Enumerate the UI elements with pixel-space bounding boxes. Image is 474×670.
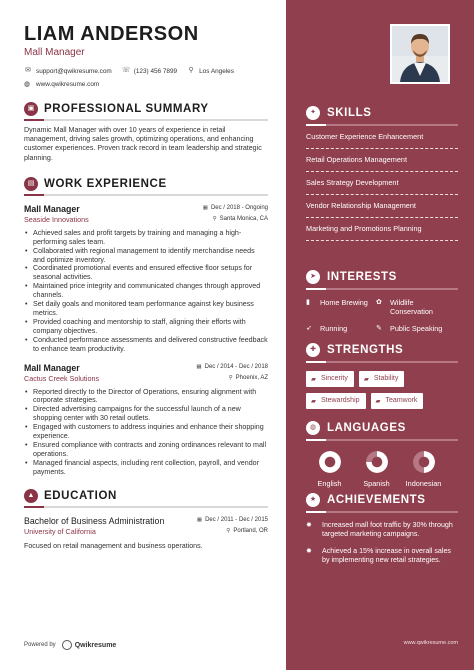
map-pin-icon: ⚲ xyxy=(212,215,217,222)
qwikresume-logo-icon xyxy=(62,640,72,650)
strength-icon: ✚ xyxy=(306,343,320,357)
strengths-heading xyxy=(306,343,458,357)
education-title: EDUCATION xyxy=(44,489,117,502)
avatar xyxy=(392,26,448,82)
education-location: Portland, OR xyxy=(233,527,268,534)
job-bullets xyxy=(24,388,268,477)
microphone-icon: ✎ xyxy=(376,324,382,332)
interests-title: INTERESTS xyxy=(327,271,397,283)
list-item: • Ensured compliance with contracts and zoning ordinances relevant to mall operations. xyxy=(24,441,268,459)
map-pin-icon: ⚲ xyxy=(228,374,233,381)
experience-title: WORK EXPERIENCE xyxy=(44,177,167,190)
email-item xyxy=(24,67,112,75)
strength-tag xyxy=(359,371,405,387)
language-name: English xyxy=(317,478,342,488)
summary-heading xyxy=(24,102,268,116)
beer-icon: ▮ xyxy=(306,298,310,306)
job-entry xyxy=(24,204,268,354)
achievement-text: Increased mall foot traffic by 30% through targeted marketing campaigns. xyxy=(322,520,453,538)
achievements-heading xyxy=(306,493,458,507)
globe-icon: ◍ xyxy=(306,421,320,435)
summary-text: Dynamic Mall Manager with over 10 years of experience in retail management, driving sales growth, optimizing operations, and enhancing customer experiences. Proven track record in team leadership and strategic planning. xyxy=(24,126,262,162)
list-item: • Reported directly to the Director of Operations, ensuring alignment with corporate strategies. xyxy=(24,388,268,406)
skill-item: Vendor Relationship Management xyxy=(306,200,416,210)
location-text: Los Angeles xyxy=(199,67,234,75)
interests-grid xyxy=(306,298,458,333)
interest-label: Wildlife Conservation xyxy=(390,297,433,316)
list-item: • Collaborated with regional management to identify merchandise needs and optimize inventory. xyxy=(24,247,268,265)
book-icon: ▰ xyxy=(363,375,369,383)
language-item xyxy=(353,451,400,488)
list-item: • Directed advertising campaigns for the successful launch of a new shopping center with 30 retail outlets. xyxy=(24,405,268,423)
job-entry xyxy=(24,363,268,477)
language-level-indicator xyxy=(366,451,388,473)
job-location: Santa Monica, CA xyxy=(219,215,268,222)
list-item: • Conducted performance assessments and delivered constructive feedback to enhance team productivity. xyxy=(24,336,268,354)
achievements-section xyxy=(306,493,458,565)
running-icon: ➶ xyxy=(306,324,312,332)
education-entry xyxy=(24,516,268,550)
interest-label: Public Speaking xyxy=(390,323,443,333)
interest-item xyxy=(306,324,376,333)
candidate-name: LIAM ANDERSON xyxy=(24,23,199,45)
section-divider xyxy=(24,194,268,196)
map-pin-icon: ⚲ xyxy=(188,67,194,74)
calendar-icon: ▦ xyxy=(202,204,208,211)
brand-name[interactable]: Qwikresume xyxy=(74,641,117,649)
book-icon: ▰ xyxy=(311,397,316,405)
website-text[interactable]: www.qwikresume.com xyxy=(36,80,100,88)
languages-list xyxy=(306,451,458,488)
paw-icon: ✿ xyxy=(376,298,382,306)
education-heading xyxy=(24,489,268,503)
skills-section xyxy=(306,106,458,241)
skill-item: Marketing and Promotions Planning xyxy=(306,223,422,233)
job-title: Mall Manager xyxy=(24,203,80,214)
briefcase-icon: ▤ xyxy=(24,177,38,191)
interest-label: Running xyxy=(320,323,348,333)
school-name: University of California xyxy=(24,526,96,536)
badge-icon: ✸ xyxy=(306,547,312,555)
list-item: • Achieved sales and profit targets by training and managing a high-performing sales team. xyxy=(24,229,268,247)
book-icon: ▰ xyxy=(311,375,316,383)
globe-icon: ◍ xyxy=(24,81,31,88)
education-dates: Dec / 2011 - Dec / 2015 xyxy=(205,516,268,523)
skill-item: Sales Strategy Development xyxy=(306,177,399,187)
candidate-role: Mall Manager xyxy=(24,47,85,58)
skills-heading xyxy=(306,106,458,120)
strength-tag xyxy=(371,393,424,409)
achievement-item xyxy=(306,521,458,539)
rocket-icon: ➤ xyxy=(306,270,320,284)
strengths-title: STRENGTHS xyxy=(327,344,404,356)
experience-heading xyxy=(24,177,268,191)
interest-item xyxy=(376,298,458,316)
achievement-item xyxy=(306,547,458,565)
strength-label: Teamwork xyxy=(385,397,418,404)
footer-website[interactable]: www.qwikresume.com xyxy=(403,640,458,646)
section-divider xyxy=(24,119,268,121)
degree-title: Bachelor of Business Administration xyxy=(24,515,165,526)
skills-title: SKILLS xyxy=(327,107,372,119)
envelope-icon: ✉ xyxy=(25,67,31,74)
list-item: • Coordinated promotional events and ensured effective floor setups for seasonal activities. xyxy=(24,264,268,282)
section-divider xyxy=(306,439,458,441)
language-item xyxy=(306,451,353,488)
phone-icon: ☏ xyxy=(121,67,131,74)
strengths-section xyxy=(306,343,458,415)
phone-item xyxy=(122,67,177,75)
education-focus: Focused on retail management and business operations. xyxy=(24,541,203,550)
interests-heading xyxy=(306,270,458,284)
interest-label: Home Brewing xyxy=(320,297,368,307)
interest-item xyxy=(376,324,458,333)
briefcase-icon: ▣ xyxy=(24,102,38,116)
location-item xyxy=(187,67,234,75)
trophy-icon: ★ xyxy=(306,493,320,507)
sidebar xyxy=(286,0,474,670)
contact-row xyxy=(24,67,268,75)
website-row xyxy=(24,80,268,88)
job-company: Seaside Innovations xyxy=(24,214,89,224)
phone-text[interactable]: (123) 456 7899 xyxy=(133,67,178,75)
language-level-indicator xyxy=(319,451,341,473)
summary-title: PROFESSIONAL SUMMARY xyxy=(44,103,209,115)
badge-icon: ✸ xyxy=(306,521,312,529)
email-text[interactable]: support@qwikresume.com xyxy=(36,67,112,75)
languages-section xyxy=(306,421,458,488)
graduation-cap-icon: ▲ xyxy=(24,489,38,503)
list-item: • Maintained price integrity and communicated changes through approved channels. xyxy=(24,282,268,300)
language-item xyxy=(400,451,447,488)
job-dates: Dec / 2014 - Dec / 2018 xyxy=(204,363,268,370)
powered-by-label: Powered by xyxy=(24,642,56,648)
profile-photo xyxy=(390,24,450,84)
section-divider xyxy=(306,361,458,363)
strength-tag xyxy=(306,371,354,387)
strength-label: Stewardship xyxy=(321,397,360,404)
list-item: • Managed financial aspects, including rent collection, payroll, and vendor payments. xyxy=(24,459,268,477)
interest-item xyxy=(306,298,376,316)
lightbulb-icon: ✦ xyxy=(306,106,320,120)
language-name: Indonesian xyxy=(405,478,442,488)
list-item: • Provided coaching and mentorship to staff, aligning their efforts with company objectives. xyxy=(24,318,268,336)
section-divider xyxy=(306,511,458,513)
skill-item: Customer Experience Enhancement xyxy=(306,131,424,141)
skill-item: Retail Operations Management xyxy=(306,154,407,164)
strength-tags xyxy=(306,371,458,415)
language-level-indicator xyxy=(413,451,435,473)
strength-tag xyxy=(306,393,366,409)
strength-label: Sincerity xyxy=(321,375,348,382)
job-dates: Dec / 2018 - Ongoing xyxy=(210,204,268,211)
list-item: • Engaged with customers to address inquiries and enhance their shopping experience. xyxy=(24,423,268,441)
job-bullets xyxy=(24,229,268,354)
section-divider xyxy=(306,288,458,290)
job-location: Phoenix, AZ xyxy=(235,374,268,381)
languages-title: LANGUAGES xyxy=(327,422,406,434)
calendar-icon: ▦ xyxy=(196,363,202,370)
job-title: Mall Manager xyxy=(24,362,80,373)
powered-by-footer xyxy=(24,640,116,650)
skill-separator xyxy=(306,240,458,241)
achievement-text: Achieved a 15% increase in overall sales by implementing new retail strategies. xyxy=(322,546,451,564)
language-name: Spanish xyxy=(363,478,390,488)
strength-label: Stability xyxy=(373,375,399,382)
section-divider xyxy=(24,506,268,508)
interests-section xyxy=(306,270,458,333)
languages-heading xyxy=(306,421,458,435)
job-company: Cactus Creek Solutions xyxy=(24,373,100,383)
calendar-icon: ▦ xyxy=(196,516,203,523)
map-pin-icon: ⚲ xyxy=(226,527,231,534)
achievements-title: ACHIEVEMENTS xyxy=(327,494,426,506)
section-divider xyxy=(306,124,458,126)
list-item: • Set daily goals and monitored team performance against key business metrics. xyxy=(24,300,268,318)
book-icon: ▰ xyxy=(375,397,381,405)
